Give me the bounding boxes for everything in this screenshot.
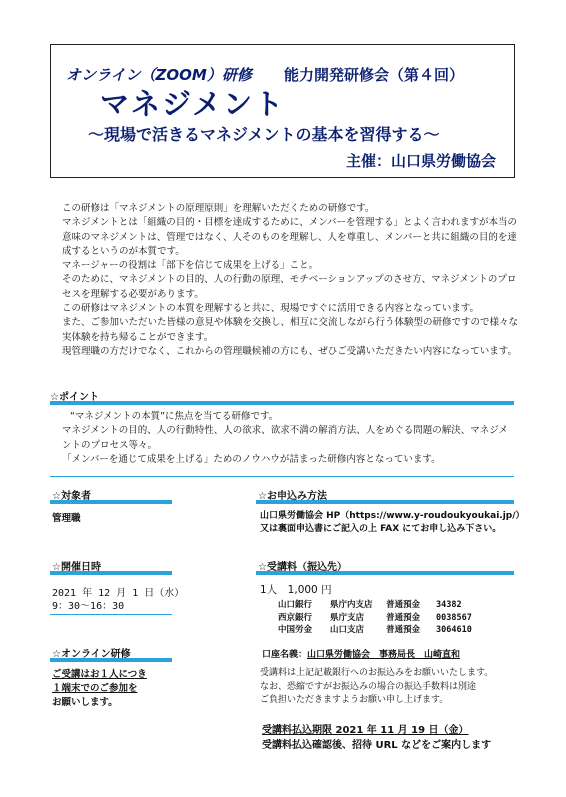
header-title-prefix: オンライン（ZOOM）研修 (66, 66, 252, 84)
fee-note-line: なお、恐縮ですがお振込みの場合の振込手数料は別途 (260, 681, 477, 692)
online-line: ご受講はお１人につき (52, 669, 147, 680)
points-line: “マネジメントの本質”に焦点を当てる研修です。 (70, 411, 279, 422)
target-rule (50, 500, 172, 504)
date-rule (50, 571, 172, 575)
header-title-event: 能力開発研修会（第４回） (284, 66, 465, 84)
bank-branch: 県庁支店 (330, 612, 365, 623)
points-heading: ☆ポイント (50, 392, 99, 403)
deadline-line1: 受講料払込期限 2021 年 11 月 19 日（金） (262, 725, 469, 736)
intro-para: この研修は「マネジメントの原理原則」を理解いただくための研修です。 (62, 203, 375, 214)
intro-para: マネジメントとは「組織の目的・目標を達成するために、メンバーを管理する」とよく言われますが本当の意味のマネジメントは、管理ではなく、人そのものを理解し、人を尊重し、メンバーと共に組織の目的を達成するというのが本質です。 (62, 217, 518, 257)
online-line: １端末でのご参加を (52, 683, 138, 694)
fee-rule (256, 571, 514, 575)
account-name: 山口県労働協会 事務局長 山崎直和 (307, 650, 461, 660)
points-rule-bottom (50, 476, 514, 477)
main-title: マネジメント (100, 87, 286, 121)
fee-note (260, 667, 520, 708)
account-row (262, 647, 460, 660)
online-line: お願いします。 (52, 697, 118, 708)
fee-note-line: ご負担いただきますようお願い申し上げます。 (260, 695, 449, 705)
apply-rule (256, 500, 514, 504)
date-day: 2021 年 12 月 1 日（水） (52, 588, 185, 599)
points-rule (50, 401, 514, 405)
host: 主催：山口県労働協会 (346, 152, 497, 170)
intro-para: マネージャーの役割は「部下を信じて成果を上げる」こと。 (62, 260, 319, 272)
intro-text (62, 202, 522, 359)
bank-name: 中国労金 (278, 625, 313, 635)
online-heading: ☆オンライン研修 (52, 649, 131, 660)
fee-amount: 1人 1,000 円 (260, 584, 332, 596)
online-rule (50, 658, 172, 662)
online-text (52, 668, 147, 710)
apply-line2: 又は裏面申込書にご記入の上 FAX にてお申し込み下さい。 (260, 524, 502, 534)
bank-branch: 県庁内支店 (330, 600, 373, 610)
date-heading: ☆開催日時 (52, 562, 101, 573)
bank-row (278, 612, 472, 625)
bank-row (278, 624, 472, 637)
fee-note-line: 受講料は上記記載銀行へのお振込みをお願いいたします。 (260, 668, 494, 678)
bank-branch: 山口支店 (330, 625, 365, 635)
account-label: 口座名義： (262, 650, 308, 660)
date-rule-bottom (50, 614, 172, 615)
bank-number: 0038567 (436, 612, 472, 623)
apply-heading: ☆お申込み方法 (258, 491, 327, 502)
bank-type: 普通預金 (386, 625, 421, 635)
intro-para: また、ご参加いただいた皆様の意見や体験を交換し、相互に交流しながら行う体験型の研修ですので様々な実体験を持ち帰ることができます。 (62, 317, 519, 343)
subtitle: ～現場で活きるマネジメントの基本を習得する～ (88, 125, 440, 144)
bank-name: 山口銀行 (278, 600, 313, 610)
bank-type: 普通預金 (386, 612, 421, 623)
bank-number: 3064610 (436, 625, 472, 635)
bank-row (278, 599, 472, 612)
target-value: 管理職 (52, 513, 81, 524)
points-line: マネジメントの目的、人の行動特性、人の欲求、欲求不満の解消方法、人をめぐる問題の解決、マネジメントのプロセス等々。 (62, 425, 508, 451)
date-time: 9：30～16：30 (52, 601, 125, 612)
points-line: 「メンバーを通じて成果を上げる」ためのノウハウが詰まった研修内容となっています。 (62, 453, 441, 465)
points-text (62, 410, 512, 467)
apply-line1: 山口県労働協会 HP（https://www.y-roudoukyoukai.jp/） (260, 511, 525, 521)
intro-para: この研修はマネジメントの本質を理解すると共に、現場ですぐに活用できる内容となっています。 (62, 303, 479, 315)
target-heading: ☆対象者 (52, 491, 91, 502)
bank-type: 普通預金 (386, 600, 421, 610)
fee-heading: ☆受講料（振込先） (258, 562, 347, 573)
intro-para: そのために、マネジメントの目的、人の行動の原理、モチベーションアップのさせ方、マネジメントのプロセスを理解する必要があります。 (62, 274, 517, 300)
bank-number: 34382 (436, 600, 462, 610)
intro-para: 現管理職の方だけでなく、これからの管理職候補の方にも、ぜひご受講いただきたい内容になっています。 (62, 345, 518, 357)
bank-name: 西京銀行 (278, 612, 313, 623)
deadline-line2: 受講料払込確認後、招待 URL などをご案内します (262, 740, 492, 751)
bank-list (278, 599, 472, 637)
